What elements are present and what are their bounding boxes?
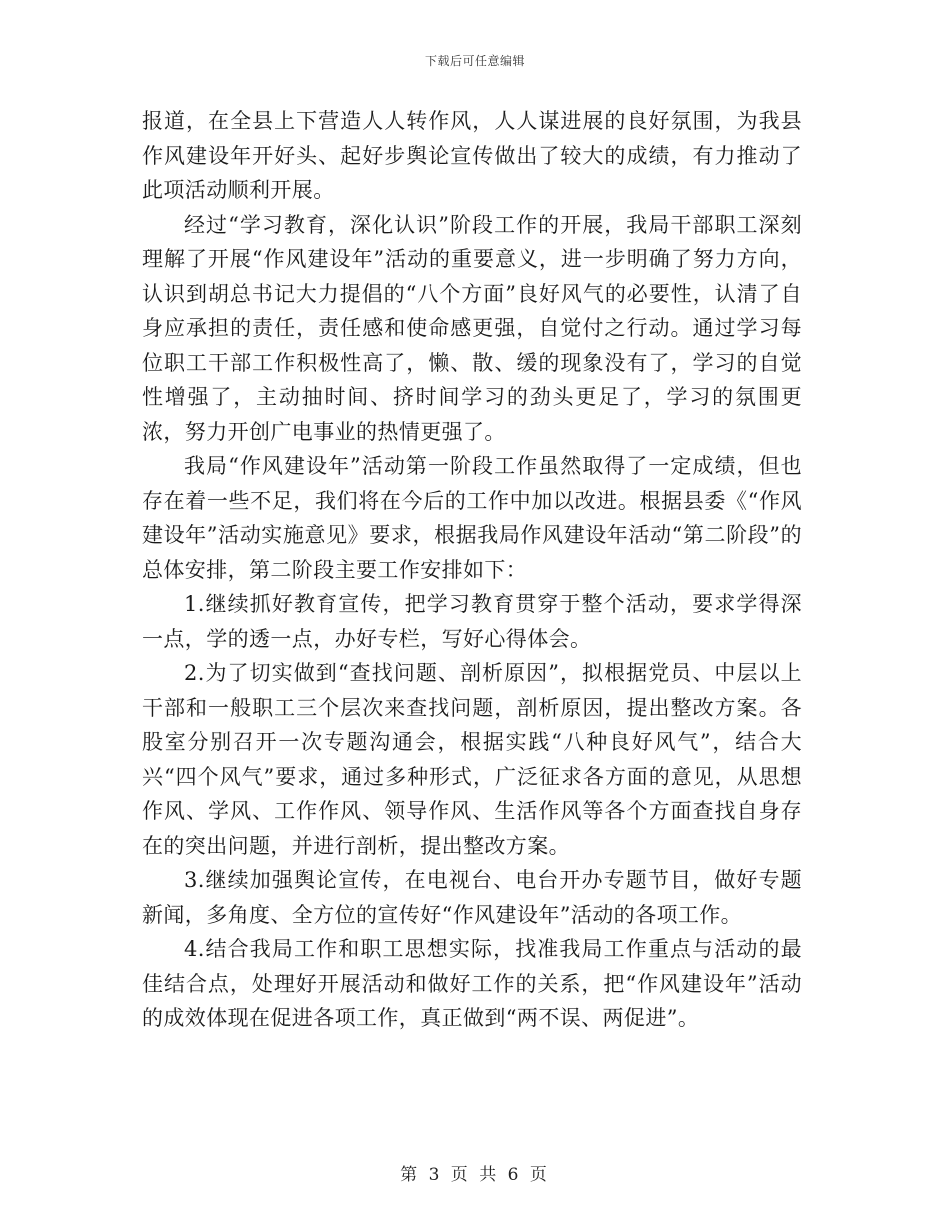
- paragraph-continuation: 报道，在全县上下营造人人转作风，人人谋进展的良好氛围，为我县作风建设年开好头、起好步舆论宣传做出了较大的成绩，有力推动了此项活动顺利开展。: [142, 109, 802, 202]
- paragraph-item-2: 2.为了切实做到“查找问题、剖析原因”，拟根据党员、中层以上干部和一般职工三个层次来查找问题，剖析原因，提出整改方案。各股室分别召开一次专题沟通会，根据实践“八种良好风气”，结合大兴“四个风气”要求，通过多种形式，广泛征求各方面的意见，从思想作风、学风、工作作风、领导作风、生活作风等各个方面查找自身存在的突出问题，并进行剖析，提出整改方案。: [142, 661, 802, 858]
- paragraph-item-4: 4.结合我局工作和职工思想实际，找准我局工作重点与活动的最佳结合点，处理好开展活动和做好工作的关系，把“作风建设年”活动的成效体现在促进各项工作，真正做到“两不误、两促进”。: [142, 937, 802, 1030]
- page-number-footer: 第 3 页 共 6 页: [400, 1165, 550, 1185]
- page-header: 下载后可任意编辑: [424, 54, 525, 68]
- paragraph-item-3: 3.继续加强舆论宣传，在电视台、电台开办专题节目，做好专题新闻，多角度、全方位的宣传好“作风建设年”活动的各项工作。: [142, 868, 802, 927]
- paragraph-second-stage-intro: 我局“作风建设年”活动第一阶段工作虽然取得了一定成绩，但也存在着一些不足，我们将在今后的工作中加以改进。根据县委《“作风建设年”活动实施意见》要求，根据我局作风建设年活动“第二阶段”的总体安排，第二阶段主要工作安排如下：: [142, 454, 802, 582]
- document-body: [142, 104, 802, 1036]
- paragraph-study-results: 经过“学习教育，深化认识”阶段工作的开展，我局干部职工深刻理解了开展“作风建设年”活动的重要意义，进一步明确了努力方向，认识到胡总书记大力提倡的“八个方面”良好风气的必要性，认清了自身应承担的责任，责任感和使命感更强，自觉付之行动。通过学习每位职工干部工作积极性高了，懒、散、缓的现象没有了，学习的自觉性增强了，主动抽时间、挤时间学习的劲头更足了，学习的氛围更浓，努力开创广电事业的热情更强了。: [142, 212, 802, 444]
- paragraph-item-1: 1.继续抓好教育宣传，把学习教育贯穿于整个活动，要求学得深一点，学的透一点，办好专栏，写好心得体会。: [142, 592, 802, 651]
